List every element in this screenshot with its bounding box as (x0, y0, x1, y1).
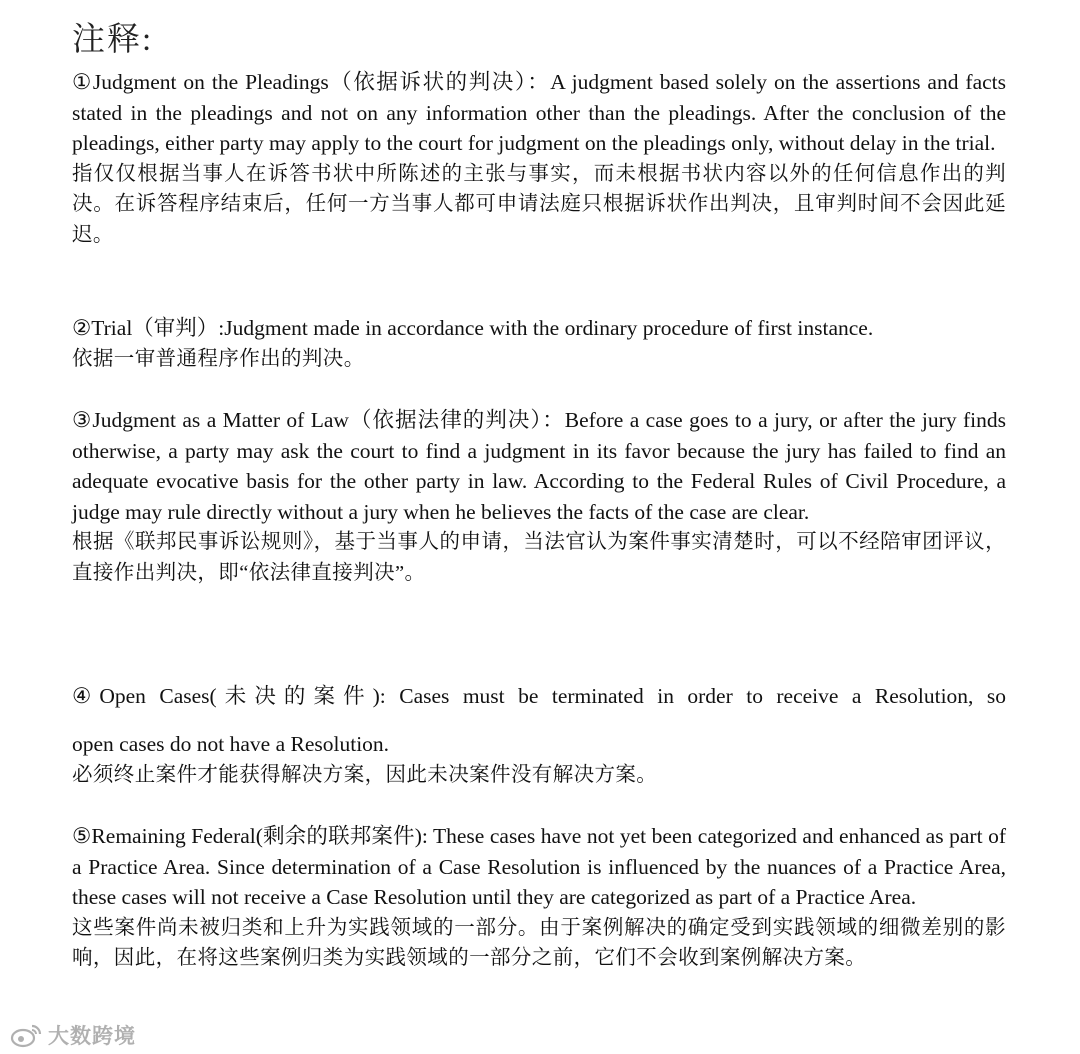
note-remaining-federal (72, 821, 1006, 974)
note-chinese-text: 必须终止案件才能获得解决方案，因此未决案件没有解决方案。 (72, 763, 658, 786)
note-chinese-text: 根据《联邦民事诉讼规则》，基于当事人的申请，当法官认为案件事实清楚时，可以不经陪审团评议，直接作出判决，即“依法律直接判决”。 (72, 531, 1006, 584)
note-trial (72, 313, 1006, 374)
watermark-text: 大数跨境 (48, 1024, 136, 1048)
note-chinese-text: 指仅仅根据当事人在诉答书状中所陈述的主张与事实，而未根据书状内容以外的任何信息作出的判决。在诉答程序结束后，任何一方当事人都可申请法庭只根据诉状作出判决，且审判时间不会因此延迟。 (72, 162, 1006, 246)
note-open-cases (72, 681, 1006, 790)
weibo-logo-icon (10, 1022, 44, 1048)
note-chinese-text: 依据一审普通程序作出的判决。 (72, 347, 365, 370)
note-chinese-text: 这些案件尚未被归类和上升为实践领域的一部分。由于案例解决的确定受到实践领域的细微差别的影响，因此，在将这些案例归类为实践领域的一部分之前，它们不会收到案例解决方案。 (72, 916, 1006, 969)
page-title: 注释: (72, 22, 154, 58)
note-english-text-line-1: ④Open Cases(未决的案件): Cases must be terminated in order to receive a Resolution, so (72, 684, 1006, 708)
note-english-text: ②Trial（审判）:Judgment made in accordance with the ordinary procedure of first instance. (72, 316, 874, 340)
note-english-text-line-2: open cases do not have a Resolution. (72, 732, 390, 756)
note-english-text: ③Judgment as a Matter of Law（依据法律的判决）：Before a case goes to a jury, or after the jury finds otherwise, a party may ask the court to find a judgment in its favor because the jury has failed to find an adequate evocative basis for the other party in law. According to the Federal Rules of Civil Procedure, a judge may rule directly without a jury when he believes the facts of the case are clear. (72, 408, 1006, 524)
note-english-text: ①Judgment on the Pleadings（依据诉状的判决）：A judgment based solely on the assertions and facts stated in the pleadings and not on any information other than the pleadings. After the conclusion of the pleadings, either party may apply to the court for judgment on the pleadings only, without delay in the trial. (72, 70, 1006, 155)
note-judgment-as-matter-of-law (72, 405, 1006, 588)
note-english-text: ⑤Remaining Federal(剩余的联邦案件): These cases have not yet been categorized and enhanced as part of a Practice Area. Since determination of a Case Resolution is influenced by the nuances of a Practice Area, these cases will not receive a Case Resolution until they are categorized as part of a Practice Area. (72, 824, 1006, 909)
watermark (10, 1020, 136, 1050)
note-judgment-on-the-pleadings (72, 67, 1006, 250)
